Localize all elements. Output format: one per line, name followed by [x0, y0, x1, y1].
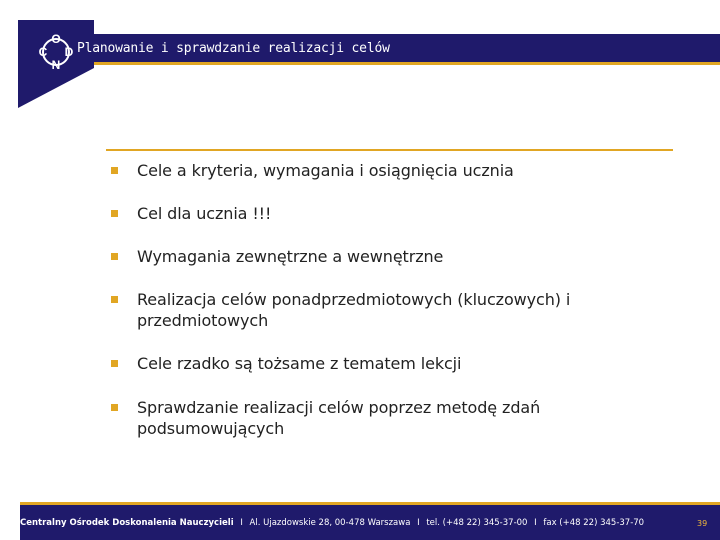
bullet-text — [137, 203, 271, 224]
bullet-marker-icon — [111, 404, 118, 411]
footer-separator: I — [417, 518, 420, 528]
bullet-item — [108, 160, 688, 181]
bullet-text — [137, 160, 514, 181]
bullet-marker-icon — [111, 360, 118, 367]
footer-fax: fax (+48 22) 345-37-70 — [543, 518, 645, 528]
bullet-line: Cele a kryteria, wymagania i osiągnięcia ucznia — [137, 161, 514, 180]
logo-letter-n: N — [51, 58, 61, 72]
bullet-line: Cel dla ucznia !!! — [137, 204, 272, 223]
codn-logo — [16, 16, 96, 108]
bullet-marker-icon — [111, 253, 118, 260]
bullet-line: Cele rzadko są tożsame z tematem lekcji — [137, 354, 462, 373]
footer-org-name: Centralny Ośrodek Doskonalenia Nauczycieli — [20, 518, 234, 528]
content-separator — [106, 149, 673, 151]
footer-contact — [20, 517, 644, 529]
footer-separator: I — [240, 518, 243, 528]
bullet-line: przedmiotowych — [137, 311, 269, 330]
logo-letter-o: O — [51, 32, 61, 46]
logo-letter-d: D — [64, 45, 74, 59]
footer-address: Al. Ujazdowskie 28, 00-478 Warszawa — [249, 518, 411, 528]
bullet-marker-icon — [111, 210, 118, 217]
bullet-marker-icon — [111, 167, 118, 174]
bullet-item — [108, 353, 688, 374]
page-number: 39 — [697, 519, 708, 528]
bullet-text — [137, 353, 461, 374]
bullet-item — [108, 246, 688, 267]
bullet-text — [137, 289, 570, 331]
bullet-line: Wymagania zewnętrzne a wewnętrzne — [137, 247, 444, 266]
bullet-text — [137, 246, 443, 267]
bullet-item — [108, 289, 688, 331]
bullet-line: podsumowujących — [137, 419, 285, 438]
page-title: Planowanie i sprawdzanie realizacji celów — [77, 41, 390, 56]
header-accent-line — [20, 62, 720, 65]
bullet-text — [137, 397, 540, 439]
bullet-line: Sprawdzanie realizacji celów poprzez metodę zdań — [137, 398, 541, 417]
footer-separator: I — [534, 518, 537, 528]
bullet-item — [108, 397, 688, 439]
bullet-line: Realizacja celów ponadprzedmiotowych (kluczowych) i — [137, 290, 571, 309]
bullet-item — [108, 203, 688, 224]
bullet-marker-icon — [111, 296, 118, 303]
logo-letter-c: C — [38, 45, 48, 59]
footer-phone: tel. (+48 22) 345-37-00 — [426, 518, 528, 528]
